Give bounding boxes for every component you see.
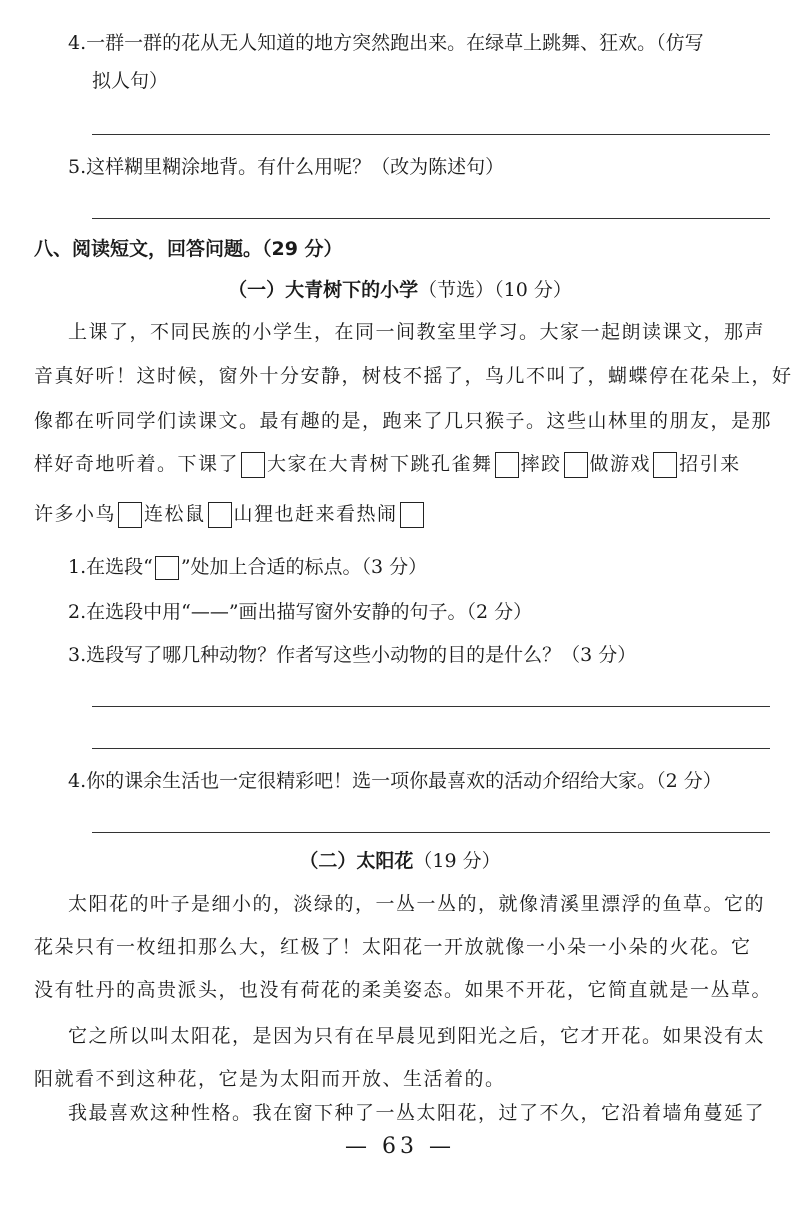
punctuation-blank[interactable] [118,502,142,528]
punctuation-blank[interactable] [653,452,677,478]
sub-question-1 [68,552,770,582]
passage1-line-with-blanks [34,499,770,529]
passage1-line-with-blanks [34,449,770,479]
q7-item5: 5.这样糊里糊涂地背。有什么用呢？（改为陈述句） [68,156,505,178]
answer-line[interactable] [92,218,770,219]
answer-line[interactable] [92,134,770,135]
punctuation-blank[interactable] [241,452,265,478]
question-text: 1.在选段“ [68,556,153,578]
q7-item4-cont: 拟人句） [92,70,169,92]
passage2-line: 太阳花的叶子是细小的，淡绿的，一丛一丛的，就像清溪里漂浮的鱼草。它的 [68,893,766,915]
punctuation-blank[interactable] [495,452,519,478]
sub-question-4: 4.你的课余生活也一定很精彩吧！选一项你最喜欢的活动介绍给大家。（2 分） [68,770,722,792]
page-number: — 63 — [345,1134,455,1159]
passage1-line: 上课了，不同民族的小学生，在同一间教室里学习。大家一起朗读课文，那声 [68,321,766,343]
sub-question-2: 2.在选段中用“——”画出描写窗外安静的句子。（2 分） [68,601,533,623]
passage-text: 做游戏 [589,453,652,475]
answer-line[interactable] [92,706,770,707]
passage2-line: 花朵只有一枚纽扣那么大，红极了！太阳花一开放就像一小朵一小朵的火花。它 [34,936,752,958]
part1-heading [0,275,800,305]
q7-item4: 4.一群一群的花从无人知道的地方突然跑出来。在绿草上跳舞、狂欢。（仿写 [68,32,704,54]
answer-line[interactable] [92,832,770,833]
part2-title: （二）太阳花 [299,850,414,872]
sub-question-3: 3.选段写了哪几种动物？作者写这些小动物的目的是什么？（3 分） [68,644,637,666]
passage2-line: 它之所以叫太阳花，是因为只有在早晨见到阳光之后，它才开花。如果没有太 [68,1025,766,1047]
passage-text: 大家在大青树下跳孔雀舞 [267,453,493,475]
passage2-line: 阳就看不到这种花，它是为太阳而开放、生活着的。 [34,1068,506,1090]
blank-box-icon [155,556,179,580]
passage1-line: 音真好听！这时候，窗外十分安静，树枝不摇了，鸟儿不叫了，蝴蝶停在花朵上，好 [34,365,793,387]
passage-text: 连松鼠 [144,503,206,525]
part1-note: （节选）（10 分） [418,279,572,301]
passage2-line: 我最喜欢这种性格。我在窗下种了一丛太阳花，过了不久，它沿着墙角蔓延了 [68,1102,766,1124]
punctuation-blank[interactable] [400,502,424,528]
passage-text: 摔跤 [520,453,562,475]
passage-text: 样好奇地听着。下课了 [34,453,240,475]
part1-title: （一）大青树下的小学 [228,279,419,301]
passage2-line: 没有牡丹的高贵派头，也没有荷花的柔美姿态。如果不开花，它简直就是一丛草。 [34,979,773,1001]
part2-heading [0,846,800,876]
punctuation-blank[interactable] [564,452,588,478]
passage-text: 许多小鸟 [34,503,117,525]
passage-text: 山狸也赶来看热闹 [233,503,398,525]
question-text: ”处加上合适的标点。（3 分） [180,556,428,578]
answer-line[interactable] [92,748,770,749]
passage1-line: 像都在听同学们读课文。最有趣的是，跑来了几只猴子。这些山林里的朋友，是那 [34,410,773,432]
part2-note: （19 分） [413,850,501,872]
punctuation-blank[interactable] [208,502,232,528]
section-8-title: 八、阅读短文，回答问题。（29 分） [34,238,343,260]
passage-text: 招引来 [679,453,741,475]
